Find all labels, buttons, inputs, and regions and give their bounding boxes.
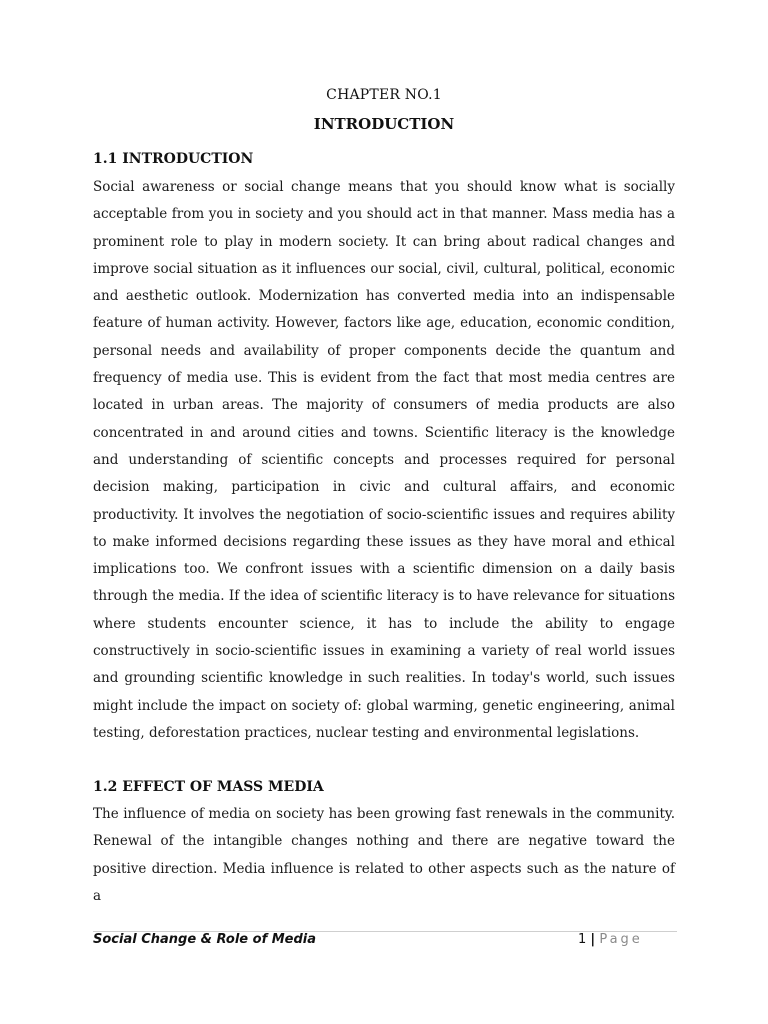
footer-document-title: Social Change & Role of Media	[93, 932, 317, 947]
page-separator: |	[590, 932, 596, 947]
section-heading-introduction: 1.1 INTRODUCTION	[93, 151, 254, 167]
section-body-introduction: Social awareness or social change means that you should know what is socially acceptable from you in society and you should act in that manner. Mass media has a prominent role to play in modern society. It can bring about radical changes and improve social situation as it influences our social, civil, cultural, political, economic and aesthetic outlook. Modernization has converted media into an indispensable feature of human activity. However, factors like age, education, economic condition, personal needs and availability of proper components decide the quantum and frequency of media use. This is evident from the fact that most media centres are located in urban areas. The majority of consumers of media products are also concentrated in and around cities and towns. Scientific literacy is the knowledge and understanding of scientific concepts and processes required for personal decision making, participation in civic and cultural affairs, and economic productivity. It involves the negotiation of socio-scientific issues and requires ability to make informed decisions regarding these issues as they have moral and ethical implications too. We confront issues with a scientific dimension on a daily basis through the media. If the idea of scientific literacy is to have relevance for situations where students encounter science, it has to include the ability to engage constructively in socio-scientific issues in examining a variety of real world issues and grounding scientific knowledge in such realities. In today's world, such issues might include the impact on society of: global warming, genetic engineering, animal testing, deforestation practices, nuclear testing and environmental legislations.	[93, 179, 675, 741]
page-number: 1	[578, 932, 587, 947]
page-label: Page	[599, 932, 643, 947]
chapter-number: CHAPTER NO.1	[326, 87, 442, 103]
chapter-title: INTRODUCTION	[313, 115, 455, 133]
section-heading-effect-of-mass-media: 1.2 EFFECT OF MASS MEDIA	[93, 779, 324, 795]
footer-page-number	[578, 932, 643, 947]
section-body-effect-of-mass-media: The influence of media on society has been growing fast renewals in the community. Renewal of the intangible changes nothing and there are negative toward the positive direction. Media influence is related to other aspects such as the nature of a	[93, 806, 675, 904]
